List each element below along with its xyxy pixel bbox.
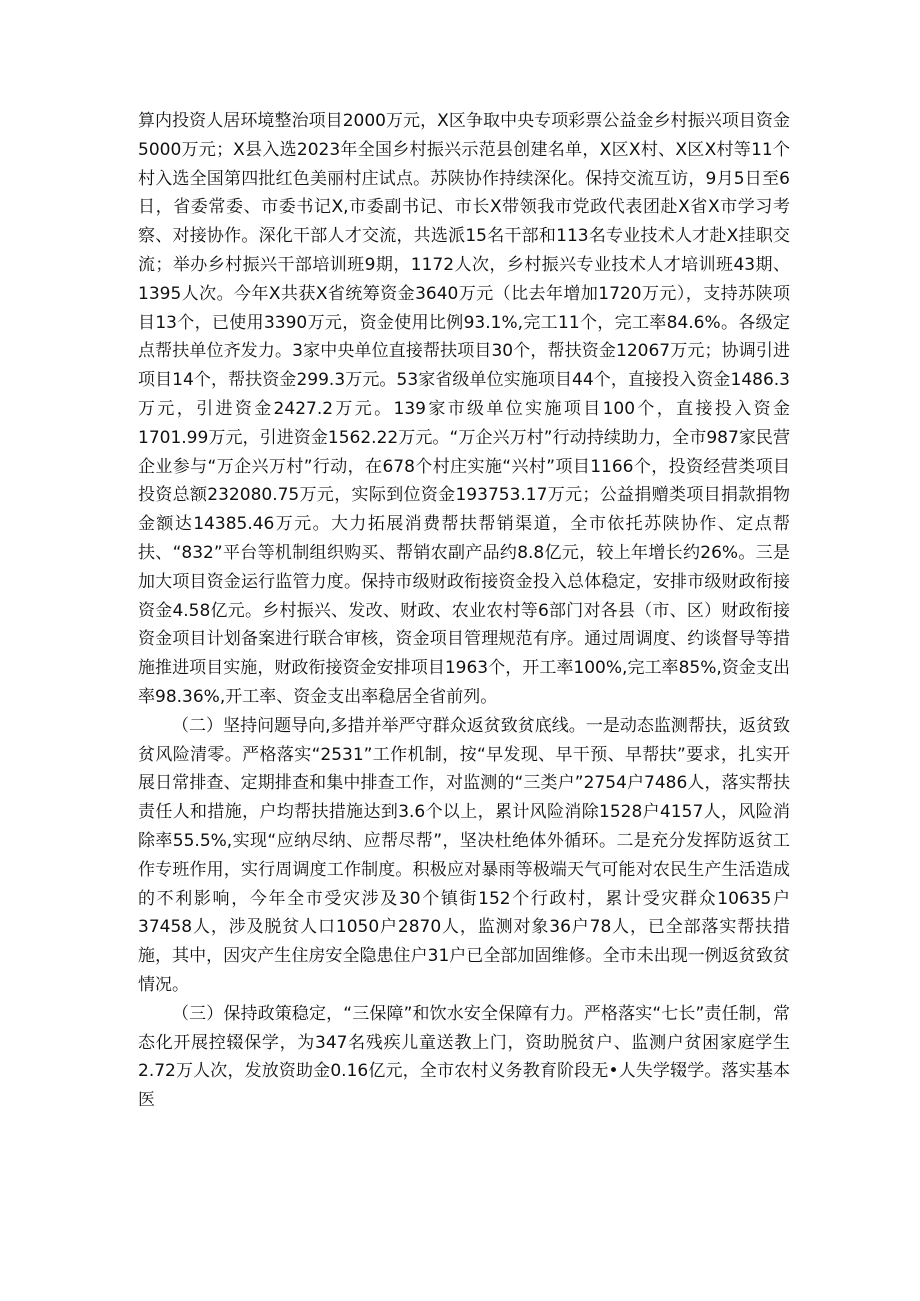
paragraph-poverty-alleviation-funding: 算内投资人居环境整治项目2000万元，X区争取中央专项彩票公益金乡村振兴项目资金5000万元；X县入选2023年全国乡村振兴示范县创建名单，X区X村、X区X村等11个村入选全国第四批红色美丽村庄试点。苏陕协作持续深化。保持交流互访，9月5日至6日，省委常委、市委书记X,市委副书记、市长X带领我市党政代表团赴X省X市学习考察、对接协作。深化干部人才交流，共选派15名干部和113名专业技术人才赴X挂职交流；举办乡村振兴干部培训班9期，1172人次，乡村振兴专业技术人才培训班43期、1395人次。今年X共获X省统筹资金3640万元（比去年增加1720万元），支持苏陕项目13个，已使用3390万元，资金使用比例93.1%,完工11个，完工率84.6%。各级定点帮扶单位齐发力。3家中央单位直接帮扶项目30个，帮扶资金12067万元；协调引进项目14个，帮扶资金299.3万元。53家省级单位实施项目44个，直接投入资金1486.3万元，引进资金2427.2万元。139家市级单位实施项目100个，直接投入资金1701.99万元，引进资金1562.22万元。“万企兴万村”行动持续助力，全市987家民营企业参与“万企兴万村”行动，在678个村庄实施“兴村”项目1166个，投资经营类项目投资总额232080.75万元，实际到位资金193753.17万元；公益捐赠类项目捐款捐物金额达14385.46万元。大力拓展消费帮扶帮销渠道，全市依托苏陕协作、定点帮扶、“832”平台等机制组织购买、帮销农副产品约8.8亿元，较上年增长约26%。三是加大项目资金运行监管力度。保持市级财政衔接资金投入总体稳定，安排市级财政衔接资金4.58亿元。乡村振兴、发改、财政、农业农村等6部门对各县（市、区）财政衔接资金项目计划备案进行联合审核，资金项目管理规范有序。通过周调度、约谈督导等措施推进项目实施，财政衔接资金安排项目1963个，开工率100%,完工率85%,资金支出率98.36%,开工率、资金支出率稳居全省前列。 bbox=[138, 111, 790, 707]
document-body bbox=[138, 107, 790, 1115]
paragraph-policy-stability: （三）保持政策稳定，“三保障”和饮水安全保障有力。严格落实“七长”责任制，常态化开展控辍保学，为347名残疾儿童送教上门，资助脱贫户、监测户贫困家庭学生2.72万人次，发放资助金0.16亿元，全市农村义务教育阶段无•人失学辍学。落实基本医 bbox=[138, 1003, 790, 1111]
paragraph-problem-oriented-measures: （二）坚持问题导向,多措并举严守群众返贫致贫底线。一是动态监测帮扶，返贫致贫风险清零。严格落实“2531”工作机制，按“早发现、早干预、早帮扶”要求，扎实开展日常排查、定期排查和集中排查工作，对监测的“三类户”2754户7486人，落实帮扶责任人和措施，户均帮扶措施达到3.6个以上，累计风险消除1528户4157人，风险消除率55.5%,实现“应纳尽纳、应帮尽帮”，坚决杜绝体外循环。二是充分发挥防返贫工作专班作用，实行周调度工作制度。积极应对暴雨等极端天气可能对农民生产生活造成的不利影响，今年全市受灾涉及30个镇街152个行政村，累计受灾群众10635户37458人，涉及脱贫人口1050户2870人，监测对象36户78人，已全部落实帮扶措施，其中，因灾产生住房安全隐患住户31户已全部加固维修。全市未出现一例返贫致贫情况。 bbox=[138, 715, 790, 995]
